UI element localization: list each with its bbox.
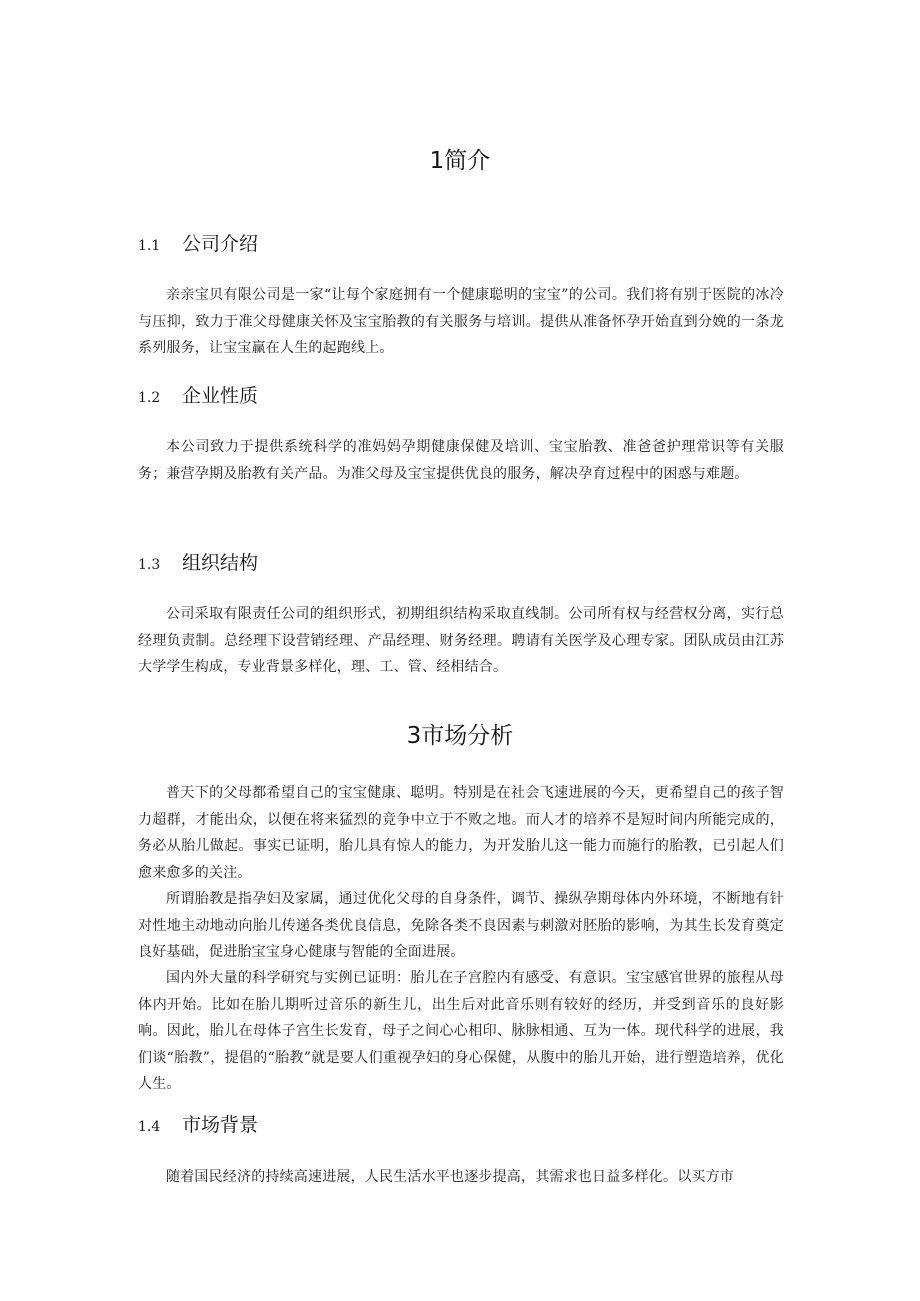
section-title: 企业性质 [182,385,259,407]
paragraph-company-intro: 亲亲宝贝有限公司是一家“让每个家庭拥有一个健康聪明的宝宝”的公司。我们将有别于医院的冰冷与压抑，致力于准父母健康关怀及宝宝胎教的有关服务与培训。提供从准备怀孕开始直到分娩的一条龙系列服务，让宝宝赢在人生的起跑线上。 [138,287,784,356]
section-number: 1.1 [138,238,161,254]
section-heading-org-structure [138,547,258,575]
section-heading-market-background [138,1109,258,1137]
paragraph-enterprise-nature: 本公司致力于提供系统科学的准妈妈孕期健康保健及培训、宝宝胎教、准爸爸护理常识等有关服务；兼营孕期及胎教有关产品。为准父母及宝宝提供优良的服务，解决孕育过程中的困惑与难题。 [138,439,784,482]
section-heading-enterprise-nature [138,380,258,408]
paragraph-market-1: 普天下的父母都希望自己的宝宝健康、聪明。特别是在社会飞速进展的今天，更希望自己的孩子智力超群，才能出众，以便在将来猛烈的竞争中立于不败之地。而人才的培养不是短时间内所能完成的，务必从胎儿做起。事实已证明，胎儿具有惊人的能力，为开发胎儿这一能力而施行的胎教，已引起人们愈来愈多的关注。 [138,785,784,881]
section-title: 组织结构 [182,552,259,574]
paragraph-market-2: 所谓胎教是指孕妇及家属，通过优化父母的自身条件，调节、操纵孕期母体内外环境，不断地有针对性地主动地动向胎儿传递各类优良信息，免除各类不良因素与刺激对胚胎的影响，为其生长发育奠定良好基础，促进胎宝宝身心健康与智能的全面进展。 [138,891,784,960]
chapter-title-intro: 1简介 [429,148,491,174]
section-heading-company-intro [138,228,258,256]
paragraph-market-3: 国内外大量的科学研究与实例已证明：胎儿在子宫腔内有感受、有意识。宝宝感官世界的旅程从母体内开始。比如在胎儿期听过音乐的新生儿，出生后对此音乐则有较好的经历，并受到音乐的良好影响。因此，胎儿在母体子宫生长发育，母子之间心心相印、脉脉相通、互为一体。现代科学的进展，我们谈“胎教”，提倡的“胎教”就是要人们重视孕妇的身心保健，从腹中的胎儿开始，进行塑造培养，优化人生。 [138,970,784,1092]
paragraph-market-background: 随着国民经济的持续高速进展，人民生活水平也逐步提高，其需求也日益多样化。以买方市 [166,1169,734,1185]
section-title: 市场背景 [182,1114,259,1136]
chapter-title-market-analysis: 3市场分析 [406,723,514,749]
section-number: 1.4 [138,1119,161,1135]
section-number: 1.2 [138,390,161,406]
section-title: 公司介绍 [182,233,259,255]
paragraph-org-structure: 公司采取有限责任公司的组织形式，初期组织结构采取直线制。公司所有权与经营权分离，实行总经理负责制。总经理下设营销经理、产品经理、财务经理。聘请有关医学及心理专家。团队成员由江苏大学学生构成，专业背景多样化，理、工、管、经相结合。 [138,606,784,675]
section-number: 1.3 [138,557,161,573]
